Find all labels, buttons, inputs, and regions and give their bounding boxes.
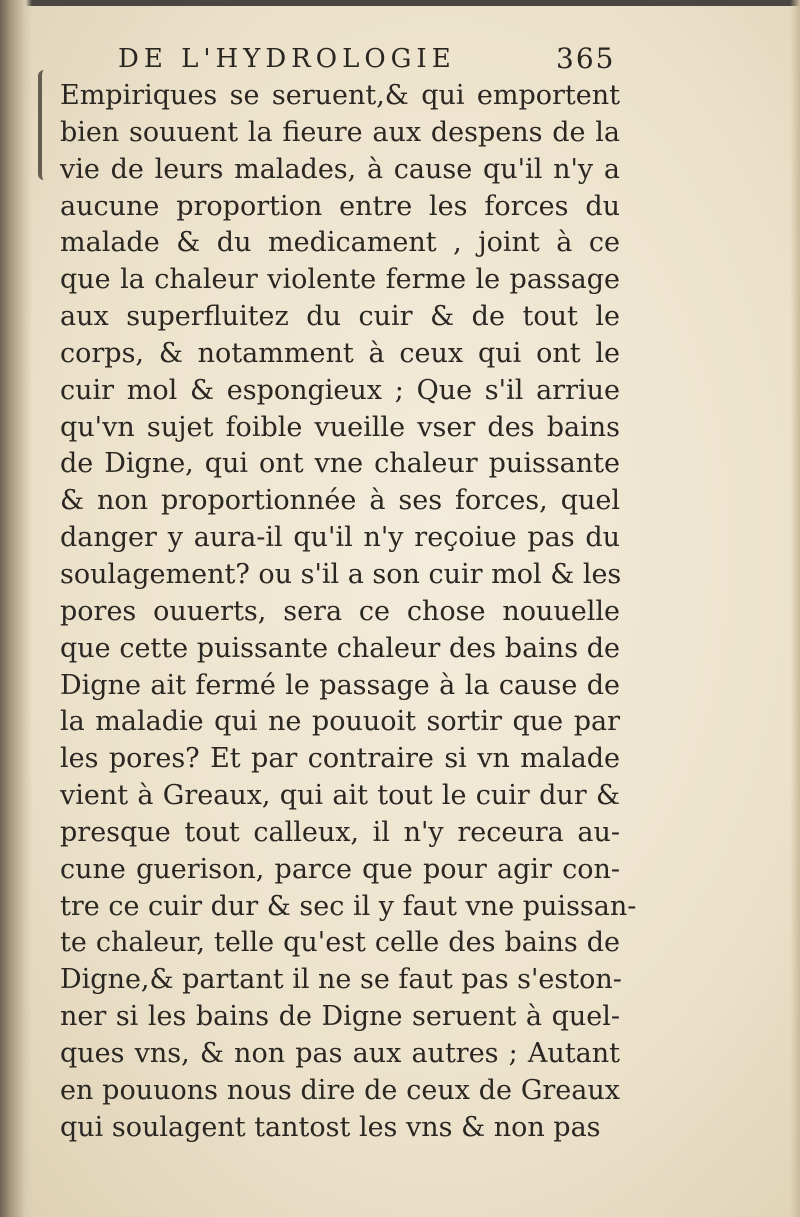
- text-line: presque tout calleux, il n'y receura au-: [60, 816, 620, 848]
- text-line: que la chaleur violente ferme le passage: [60, 264, 620, 296]
- text-line: ner si les bains de Digne seruent à quel-: [60, 1001, 620, 1033]
- text-line: aucune proportion entre les forces du: [60, 190, 620, 222]
- text-line: te chaleur, telle qu'est celle des bains de: [60, 927, 620, 959]
- text-line: Digne,& partant il ne se faut pas s'eston-: [60, 964, 622, 996]
- top-edge-shadow: [0, 0, 800, 6]
- text-line: tre ce cuir dur & sec il y faut vne puissan-: [60, 890, 637, 922]
- text-line: Empiriques se seruent,& qui emportent: [60, 80, 620, 111]
- margin-stain: [38, 70, 56, 180]
- text-line: ques vns, & non pas aux autres ; Autant: [60, 1037, 620, 1069]
- page-edge: [790, 0, 800, 1217]
- text-line: cuir mol & espongieux ; Que s'il arriue: [60, 374, 620, 406]
- text-line: qui soulagent tantost les vns & non pas: [60, 1111, 601, 1143]
- text-line: pores ouuerts, sera ce chose nouuelle: [60, 595, 620, 627]
- text-line: qu'vn sujet foible vueille vser des bains: [60, 411, 620, 443]
- text-line: cune guerison, parce que pour agir con-: [60, 853, 620, 885]
- text-line: & non proportionnée à ses forces, quel: [60, 485, 620, 517]
- text-line: en pouuons nous dire de ceux de Greaux: [60, 1074, 620, 1106]
- text-line: aux superfluitez du cuir & de tout le: [60, 301, 620, 333]
- text-line: bien souuent la fieure aux despens de la: [60, 116, 620, 148]
- running-head: DE L'HYDROLOGIE: [118, 44, 456, 74]
- text-line: vient à Greaux, qui ait tout le cuir dur &: [60, 780, 620, 812]
- binding-gutter: [0, 0, 32, 1217]
- page-number: 365: [556, 42, 616, 75]
- text-line: vie de leurs malades, à cause qu'il n'y a: [60, 153, 620, 185]
- text-line: la maladie qui ne pouuoit sortir que par: [60, 706, 620, 738]
- text-line: Digne ait fermé le passage à la cause de: [60, 669, 620, 701]
- text-line: danger y aura-il qu'il n'y reçoiue pas du: [60, 522, 620, 554]
- text-line: corps, & notamment à ceux qui ont le: [60, 337, 620, 369]
- text-line: soulagement? ou s'il a son cuir mol & les: [60, 558, 622, 590]
- text-line: que cette puissante chaleur des bains de: [60, 632, 620, 664]
- text-line: de Digne, qui ont vne chaleur puissante: [60, 448, 620, 480]
- body-text: [60, 78, 637, 1146]
- text-line: les pores? Et par contraire si vn malade: [60, 743, 620, 775]
- text-line: malade & du medicament , joint à ce: [60, 227, 620, 259]
